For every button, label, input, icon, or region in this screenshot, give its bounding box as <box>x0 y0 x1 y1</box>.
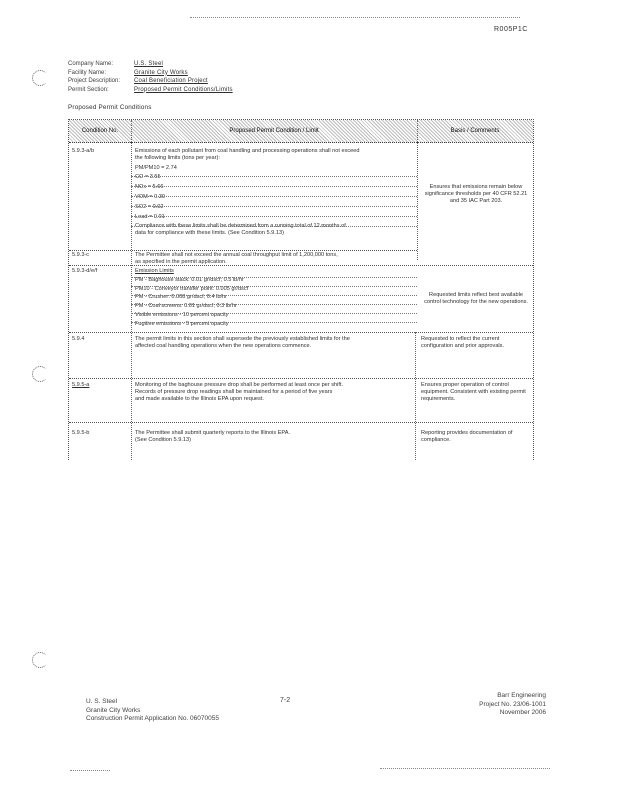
document-id: R005P1C <box>494 26 528 33</box>
limit-line: Monitoring of the baghouse pressure drop shall be performed at least once per shift. <box>135 382 344 388</box>
footer-consultant: Barr Engineering <box>497 692 546 699</box>
limit-line: PM10 - Conveyor transfer point: 0.005 gr/dscf <box>135 285 249 292</box>
limit-line: Emissions of each pollutant from coal handling and processing operations shall not exceed <box>135 148 360 154</box>
table-row-limit <box>135 336 413 350</box>
header-value: Coal Beneficiation Project <box>134 78 208 84</box>
limit-line: and made available to the Illinois EPA upon request. <box>135 395 264 402</box>
limit-line: as specified in the permit application. <box>135 258 227 265</box>
limit-line: affected coal handling operations when the new operations commence. <box>135 342 312 349</box>
table-row-limit <box>135 430 413 444</box>
header-row <box>68 77 233 86</box>
inner-divider <box>131 206 417 207</box>
inner-divider <box>131 186 417 187</box>
header-label: Project Description: <box>68 78 121 84</box>
table-row-limit <box>135 148 415 237</box>
limit-line: The permit limits in this section shall supersede the previously established limits for the <box>135 336 350 342</box>
inner-divider <box>131 196 417 197</box>
table-row-basis: Ensures that emissions remain below significance thresholds per 40 CFR 52.21 and 35 IAC Part 203. <box>424 184 528 204</box>
punch-hole <box>32 70 48 86</box>
header-row <box>68 60 233 69</box>
table-row-limit <box>135 252 415 266</box>
table-row-condition: 5.9.3-d/e/f <box>72 268 98 274</box>
limit-line: VOM = 0.39 <box>135 193 166 200</box>
table-header-condition: Condition No. <box>69 120 131 143</box>
header-label: Permit Section: <box>68 86 109 93</box>
top-noise-line <box>190 17 520 18</box>
footer-date: November 2006 <box>499 709 546 716</box>
footer-facility: Granite City Works <box>86 706 141 714</box>
header-row <box>68 86 233 95</box>
limit-line: data for compliance with these limits. (See Condition 5.9.13) <box>135 230 284 237</box>
limit-line: Records of pressure drop readings shall be maintained for a period of five years <box>135 388 333 395</box>
conditions-table <box>68 119 534 460</box>
table-row-condition: 5.9.5-b <box>72 430 90 436</box>
bottom-noise-line <box>380 768 550 769</box>
header-label: Company Name: <box>68 61 114 67</box>
limit-line: the following limits (tons per year): <box>135 154 220 161</box>
limit-line: NOx = 5.66 <box>135 184 164 191</box>
page-number: 7-2 <box>280 697 291 704</box>
column-divider <box>415 332 416 460</box>
limit-line: CO = 3.55 <box>135 174 161 181</box>
header-value: U.S. Steel <box>134 61 164 67</box>
limit-line: SO2 = 0.02 <box>135 203 164 210</box>
punch-hole <box>32 652 48 668</box>
footer-left <box>86 698 219 724</box>
inner-divider <box>131 304 417 305</box>
limit-line: Fugitive emissions - 5 percent opacity <box>135 320 229 327</box>
limit-line: PM - Coal screens: 0.01 gr/dscf; 0.3 lb/hr <box>135 303 237 310</box>
footer-project: Project No. 23/06-1001 <box>479 700 546 708</box>
inner-divider <box>131 286 417 287</box>
header-value: Granite City Works <box>134 69 188 76</box>
section-title: Proposed Permit Conditions <box>68 104 152 111</box>
inner-divider <box>131 277 417 278</box>
inner-divider <box>131 313 417 314</box>
table-row-basis: Ensures proper operation of control equipment. Consistent with existing permit requirements. <box>421 382 526 402</box>
limit-line: Emission Limits <box>135 268 174 274</box>
footer-right <box>440 692 546 718</box>
column-divider <box>131 120 132 460</box>
header-value: Proposed Permit Conditions/Limits <box>134 86 233 93</box>
row-divider <box>69 332 533 333</box>
limit-line: Visible emissions - 10 percent opacity <box>135 311 229 318</box>
column-divider <box>417 120 418 260</box>
table-header-basis: Basis / Comments <box>417 120 533 143</box>
inner-divider <box>131 226 417 227</box>
inner-divider <box>131 295 417 296</box>
table-row-condition: 5.9.5-a <box>72 382 90 388</box>
punch-hole <box>32 366 48 382</box>
inner-divider <box>131 322 417 323</box>
table-row-basis: Requested to reflect the current configuration and prior approvals. <box>421 336 505 349</box>
table-row-condition: 5.9.4 <box>72 336 85 342</box>
limit-line: The Permittee shall submit quarterly reports to the Illinois EPA. <box>135 430 291 436</box>
footer-company: U. S. Steel <box>86 698 118 705</box>
table-row-condition: 5.9.3-a/b <box>72 148 95 154</box>
row-divider <box>69 378 533 379</box>
footer-application: Construction Permit Application No. 06070055 <box>86 715 219 722</box>
table-row-basis: Reporting provides documentation of compliance. <box>421 430 513 443</box>
limit-line: PM - Crusher: 0.008 gr/dscf; 0.4 lb/hr <box>135 294 228 301</box>
document-header <box>68 60 233 94</box>
bottom-noise-line <box>70 770 110 771</box>
limit-line: The Permittee shall not exceed the annual coal throughput limit of 1,200,000 tons, <box>135 252 338 258</box>
table-row-condition: 5.9.3-c <box>72 252 90 258</box>
limit-line: (See Condition 5.9.13) <box>135 436 191 443</box>
row-divider <box>69 422 533 423</box>
limit-line: Compliance with these limits shall be determined from a running total of 12 months of <box>135 223 346 230</box>
limit-line: Lead = 0.01 <box>135 213 165 220</box>
limit-line: PM - Baghouse stack: 0.01 gr/dscf; 0.5 lb/hr <box>135 276 244 283</box>
table-row-limit <box>135 382 413 402</box>
table-header-limit: Proposed Permit Condition / Limit <box>131 120 417 143</box>
header-label: Facility Name: <box>68 69 107 76</box>
table-row-basis: Requested limits reflect best available control technology for the new operations. <box>424 292 528 305</box>
header-row <box>68 69 233 78</box>
inner-divider <box>131 216 417 217</box>
limit-line: PM/PM10 = 2.74 <box>135 164 177 171</box>
row-divider <box>69 250 417 251</box>
inner-divider <box>131 176 417 177</box>
